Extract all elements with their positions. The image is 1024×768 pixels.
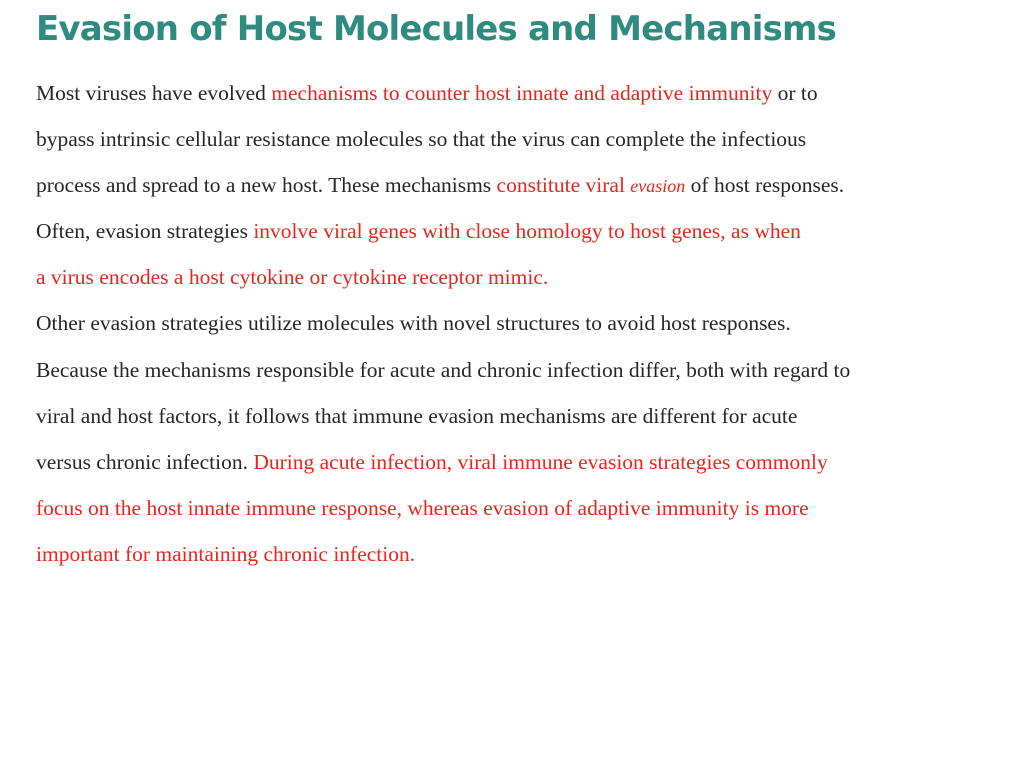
line-4-plain: Often, evasion strategies xyxy=(36,219,254,244)
text-line-11 xyxy=(36,531,988,577)
text-line-3 xyxy=(36,162,988,208)
text-line-2 xyxy=(36,116,988,162)
line-9-highlight: During acute infection, viral immune evasion strategies commonly xyxy=(253,449,828,474)
text-line-6 xyxy=(36,300,988,346)
line-9-plain: versus chronic infection. xyxy=(36,449,254,474)
line-3-plain-end: of host responses. xyxy=(685,173,845,198)
line-3-plain: process and spread to a new host. These mechanisms xyxy=(36,173,497,198)
line-5-highlight: a virus encodes a host cytokine or cytokine receptor mimic. xyxy=(36,265,549,290)
text-line-9 xyxy=(36,439,988,485)
line-10-highlight: focus on the host innate immune response, whereas evasion of adaptive immunity is more xyxy=(36,495,809,520)
slide-title: Evasion of Host Molecules and Mechanisms xyxy=(36,9,837,49)
text-line-1 xyxy=(36,70,988,116)
line-3-highlight: constitute viral xyxy=(496,173,631,198)
text-line-10 xyxy=(36,485,988,531)
line-7-plain: Because the mechanisms responsible for acute and chronic infection differ, both with regard to xyxy=(36,357,851,382)
line-1-highlight: mechanisms to counter host innate and adaptive immunity xyxy=(271,81,773,105)
body-text xyxy=(36,70,988,577)
text-line-8 xyxy=(36,393,988,439)
line-8-plain: viral and host factors, it follows that immune evasion mechanisms are different for acute xyxy=(36,403,798,428)
line-1-plain: Most viruses have evolved xyxy=(36,81,272,105)
line-2-plain: bypass intrinsic cellular resistance molecules so that the virus can complete the infectious xyxy=(36,127,807,152)
text-line-4 xyxy=(36,208,988,254)
line-4-highlight: involve viral genes with close homology to host genes, as when xyxy=(253,219,801,244)
line-11-highlight: important for maintaining chronic infection. xyxy=(36,541,416,566)
line-1-plain-end: or to xyxy=(772,81,818,105)
line-3-italic-term: evasion xyxy=(630,176,686,197)
text-line-5 xyxy=(36,254,988,300)
line-6-plain: Other evasion strategies utilize molecules with novel structures to avoid host responses. xyxy=(36,311,791,336)
text-line-7 xyxy=(36,347,988,393)
